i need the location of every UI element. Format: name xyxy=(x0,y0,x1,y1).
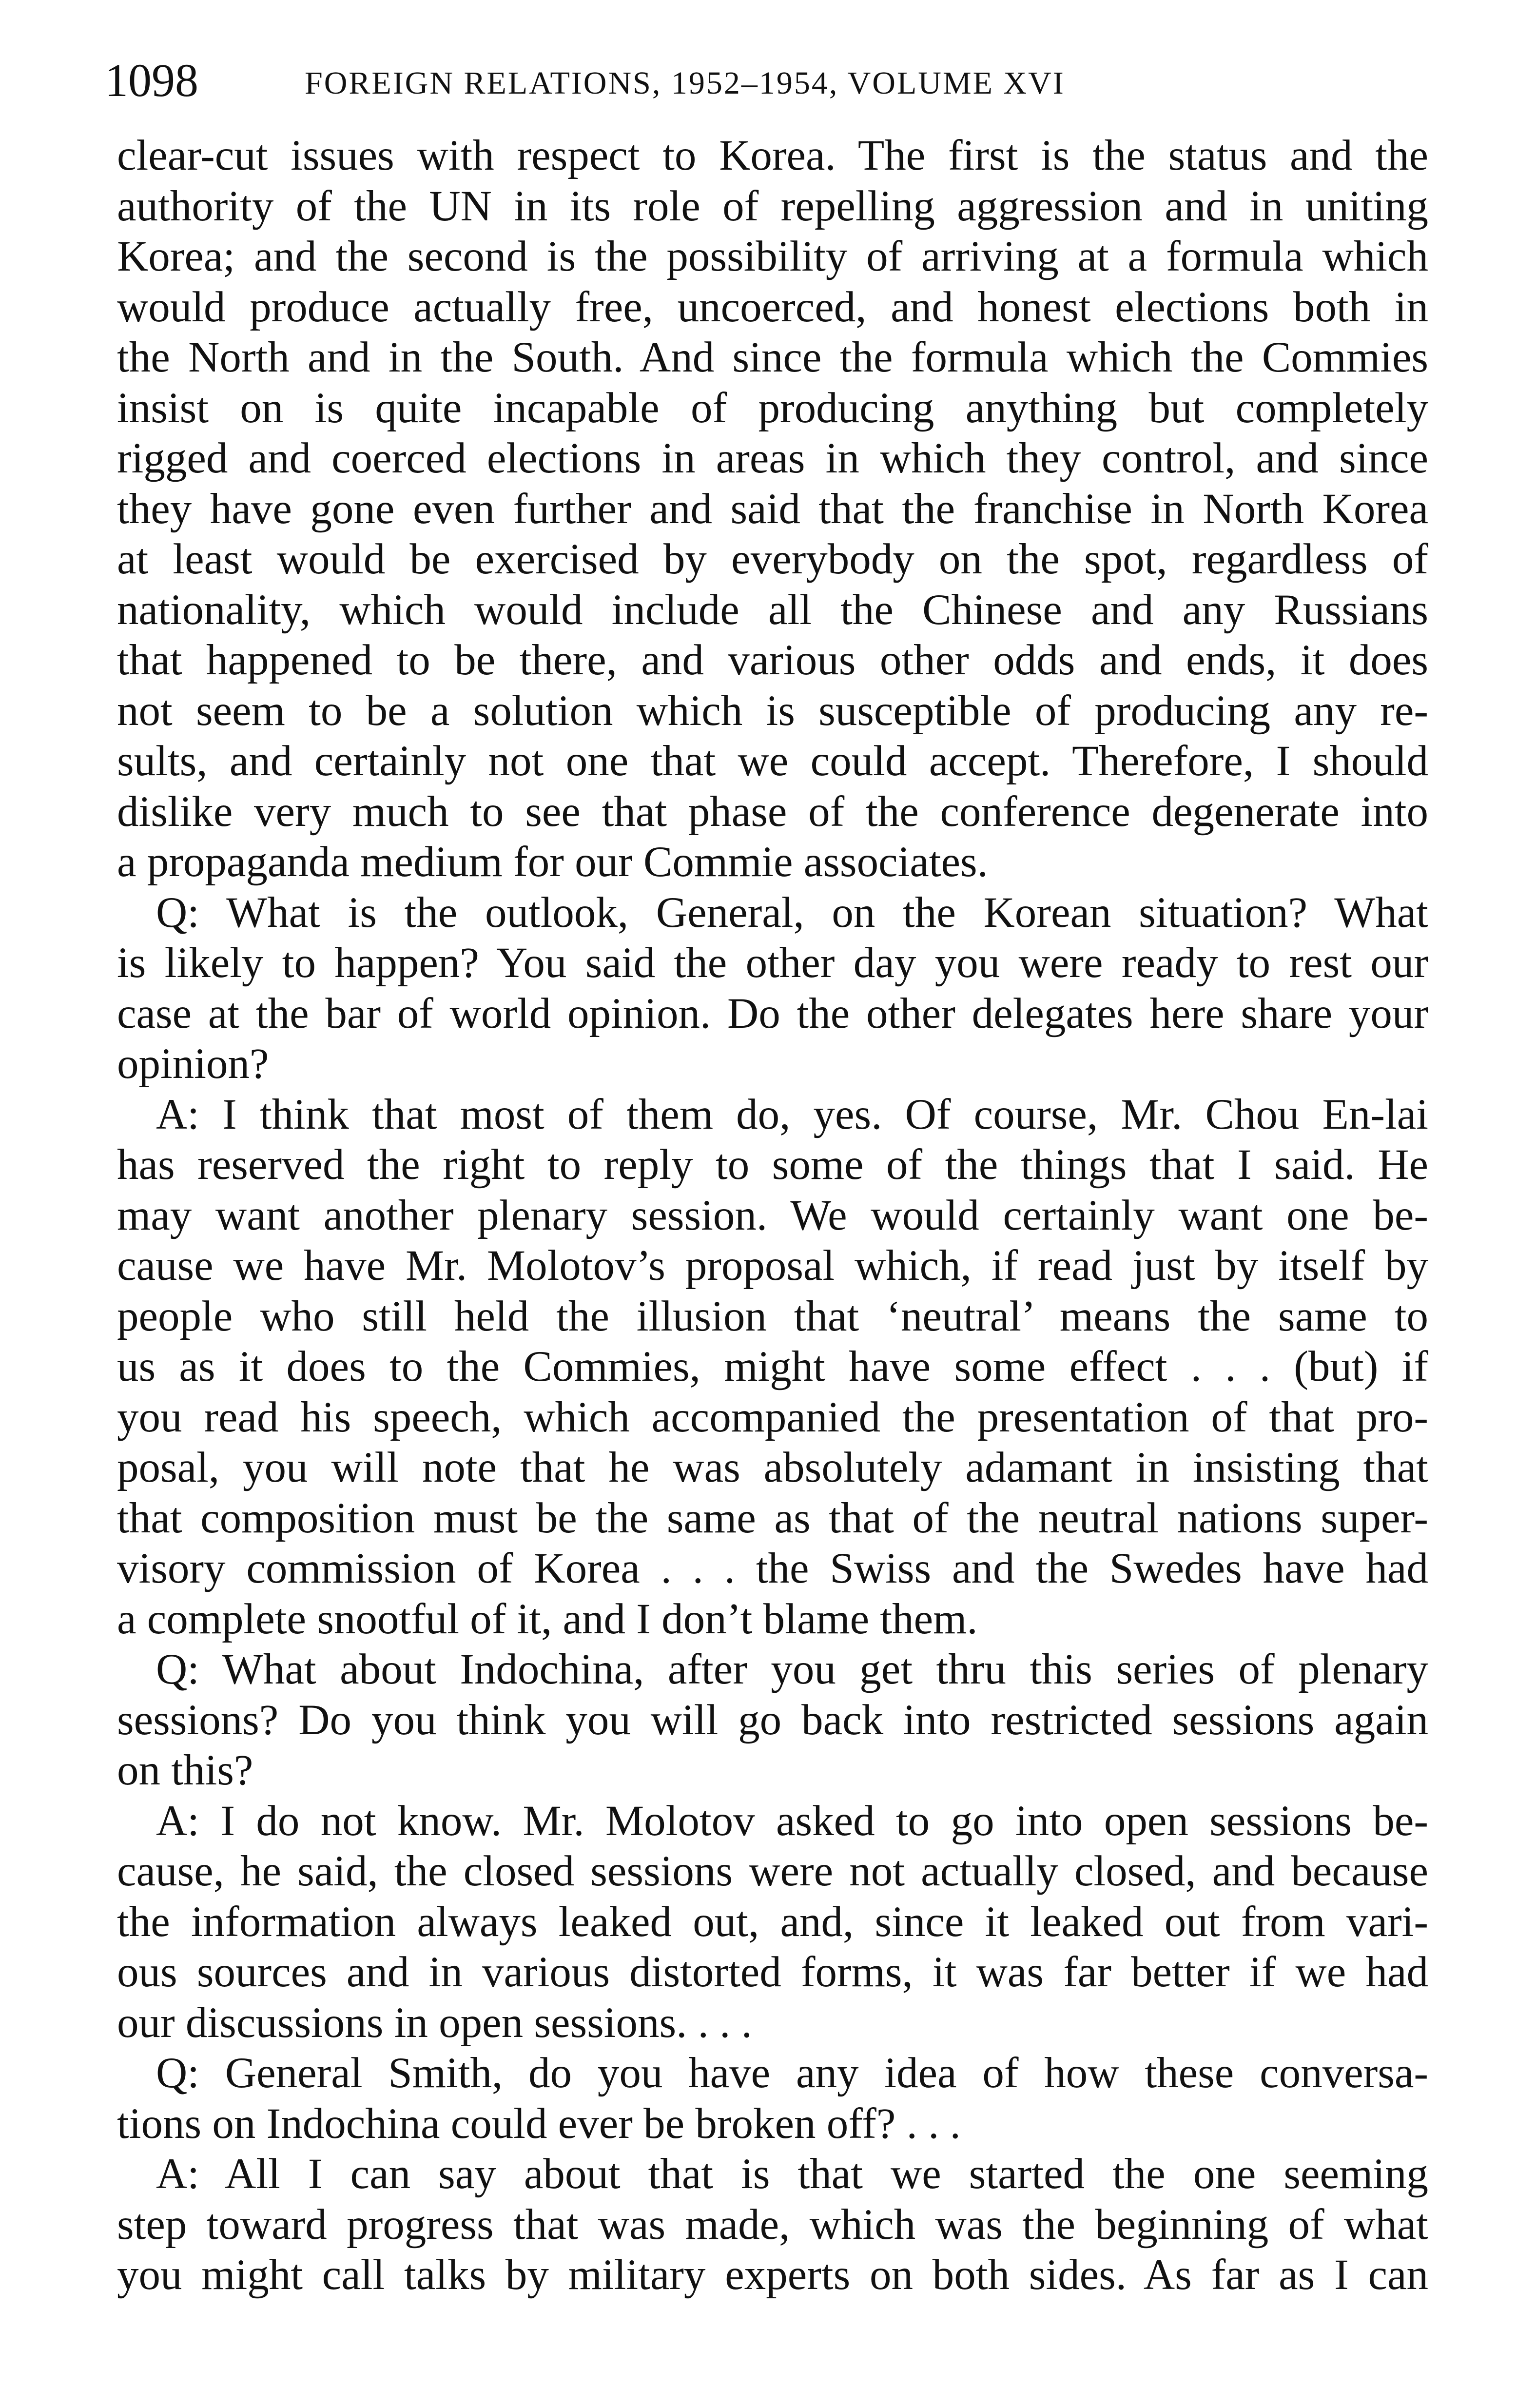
text-line: insist on is quite incapable of producing anything but completely xyxy=(117,384,1428,432)
text-line: nationality, which would include all the Chinese and any Russians xyxy=(117,586,1428,634)
text-line: sessions? Do you think you will go back into restricted sessions again xyxy=(117,1696,1428,1744)
text-line: the North and in the South. And since the formula which the Commies xyxy=(117,333,1428,381)
text-line: may want another plenary session. We would certainly want one be- xyxy=(117,1191,1428,1239)
text-line: cause we have Mr. Molotov’s proposal which, if read just by itself by xyxy=(117,1242,1428,1290)
text-line: rigged and coerced elections in areas in which they control, and since xyxy=(117,434,1428,482)
text-line: has reserved the right to reply to some of the things that I said. He xyxy=(117,1141,1428,1189)
text-line: that composition must be the same as that of the neutral nations super- xyxy=(117,1494,1428,1542)
text-line: our discussions in open sessions. . . . xyxy=(117,1998,752,2047)
body-text xyxy=(117,131,1428,2359)
paragraph-question-broken-off xyxy=(117,2048,1428,2149)
text-line: at least would be exercised by everybody on the spot, regardless of xyxy=(117,535,1428,583)
text-line: the information always leaked out, and, since it leaked out from vari- xyxy=(117,1898,1428,1946)
paragraph-korea-issues xyxy=(117,131,1428,888)
text-line: A: I think that most of them do, yes. Of course, Mr. Chou En-lai xyxy=(156,1090,1428,1138)
text-line: tions on Indochina could ever be broken off? . . . xyxy=(117,2099,961,2148)
running-title: FOREIGN RELATIONS, 1952–1954, VOLUME XVI xyxy=(305,65,1065,101)
text-line: they have gone even further and said that the franchise in North Korea xyxy=(117,485,1428,533)
text-line: A: I do not know. Mr. Molotov asked to go into open sessions be- xyxy=(156,1797,1428,1845)
text-line: ous sources and in various distorted forms, it was far better if we had xyxy=(117,1948,1428,1996)
text-line: authority of the UN in its role of repelling aggression and in uniting xyxy=(117,182,1428,230)
text-line: is likely to happen? You said the other day you were ready to rest our xyxy=(117,939,1428,987)
text-line: Q: General Smith, do you have any idea of how these conversa- xyxy=(156,2049,1428,2097)
text-line: us as it does to the Commies, might have some effect . . . (but) if xyxy=(117,1343,1428,1390)
text-line: visory commission of Korea . . . the Swiss and the Swedes have had xyxy=(117,1545,1428,1592)
text-line: step toward progress that was made, which was the beginning of what xyxy=(117,2200,1428,2249)
page-header xyxy=(105,46,1421,115)
text-line: A: All I can say about that is that we started the one seeming xyxy=(156,2150,1428,2198)
text-line: case at the bar of world opinion. Do the other delegates here share your xyxy=(117,989,1428,1038)
text-line: people who still held the illusion that ‘neutral’ means the same to xyxy=(117,1292,1428,1340)
text-line: posal, you will note that he was absolutely adamant in insisting that xyxy=(117,1444,1428,1491)
text-line: clear-cut issues with respect to Korea. The first is the status and the xyxy=(117,132,1428,179)
text-line: a propaganda medium for our Commie associates. xyxy=(117,838,988,886)
text-line: not seem to be a solution which is susceptible of producing any re- xyxy=(117,686,1428,735)
text-line: dislike very much to see that phase of the conference degenerate into xyxy=(117,787,1428,836)
text-line: on this? xyxy=(117,1746,253,1794)
paragraph-question-outlook xyxy=(117,888,1428,1090)
page-number: 1098 xyxy=(105,54,198,106)
text-line: cause, he said, the closed sessions were not actually closed, and because xyxy=(117,1847,1428,1895)
text-line: sults, and certainly not one that we could accept. Therefore, I should xyxy=(117,737,1428,785)
text-line: would produce actually free, uncoerced, and honest elections both in xyxy=(117,283,1428,331)
paragraph-answer-molotov-proposal xyxy=(117,1090,1428,1645)
paragraph-question-indochina xyxy=(117,1644,1428,1796)
text-line: that happened to be there, and various other odds and ends, it does xyxy=(117,636,1428,684)
text-line: Korea; and the second is the possibility of arriving at a formula which xyxy=(117,233,1428,280)
text-line: opinion? xyxy=(117,1040,269,1088)
text-line: Q: What about Indochina, after you get thru this series of plenary xyxy=(156,1645,1428,1693)
paragraph-answer-open-sessions xyxy=(117,1796,1428,2049)
text-line: Q: What is the outlook, General, on the Korean situation? What xyxy=(156,888,1428,937)
text-line: you might call talks by military experts on both sides. As far as I can xyxy=(117,2251,1428,2299)
text-line: you read his speech, which accompanied the presentation of that pro- xyxy=(117,1393,1428,1441)
paragraph-answer-military-experts xyxy=(117,2149,1428,2301)
text-line: a complete snootful of it, and I don’t blame them. xyxy=(117,1595,978,1643)
